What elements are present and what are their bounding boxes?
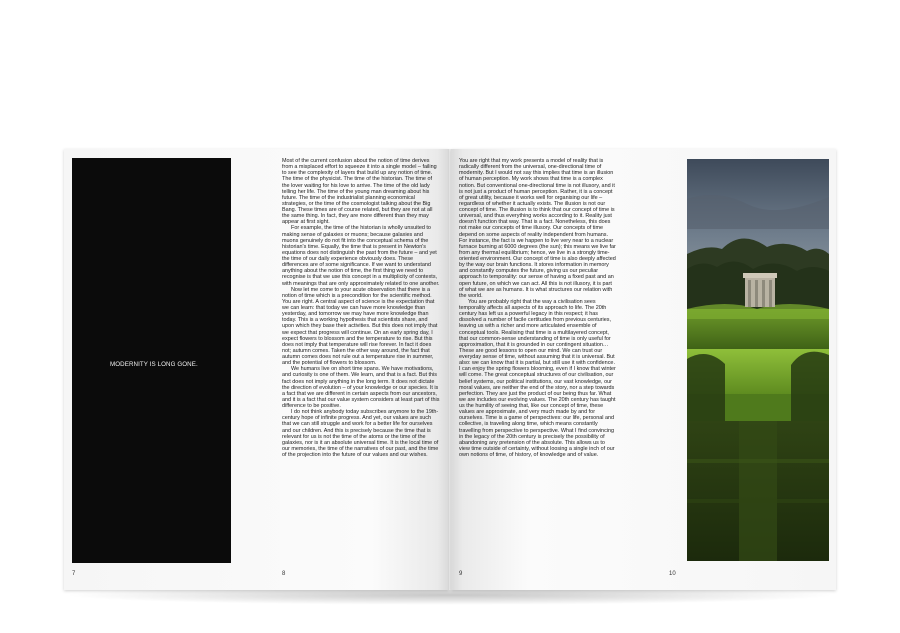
- landscape-photo: [687, 159, 829, 561]
- magazine-spread: [64, 149, 836, 590]
- paragraph: You are right that my work presents a model of reality that is radically different from the universal, one-directional time of modernity. But I would not say this implies that time is an illusion of human perception. My work shows that time is a complex notion. But conventional one-directional time is not illusory, and it is not just a product of human perception. Rather, it is a concept of great utility, because it works well for organising our life – regardless of whether it actually exists. The illusion is not our concept of time. The illusion is to think that our concept of time is universal, and thus everything works according to it. Reality just doesn't function that way. That is a fact. Nonetheless, this does not make our concepts of time illusory. Our concepts of time depend on some aspects of reality independent from humans. For instance, the fact is we happen to live very near to a nuclear furnace burning at 6000 degrees (the sun); this means we live far from any thermal equilibrium; hence, we live in a strongly time-oriented environment. Our concept of time is also deeply affected by the way our brain functions. It stores information in memory and constantly computes the future, giving us our peculiar approach to temporality: our sense of having a fixed past and an open future, on which we can act. All this is not illusory, it is part of what we are as humans. It is what structures our relation with the world.: [459, 158, 616, 299]
- paragraph: I do not think anybody today subscribes anymore to the 19th-century hope of infinite progress. And yet, our values are such that we can still struggle and work for a better life for ourselves and our children. And this is precisely because the time that is relevant for us is not the time of the atoms or the time of the galaxies, nor is it an absolute universal time. It is the local time of our memories, the time of the narratives of our past, and the time of the projection into the future of our values and our wishes.: [282, 409, 439, 458]
- page-number: 8: [282, 571, 286, 577]
- left-page: [64, 149, 449, 590]
- left-text-column: [282, 158, 440, 458]
- page-number: 7: [72, 571, 76, 577]
- right-page: [451, 149, 836, 590]
- black-panel: [72, 158, 231, 563]
- page-number: 9: [459, 571, 463, 577]
- paragraph: We humans live on short time spans. We have motivations, and curiosity is one of them. We learn, and that is a fact. But this fact does not imply anything in the long term. It does not dictate the direction of evolution – of your knowledge or our species. It is a fact that we are different in certain aspects from our ancestors, and it is a fact that our value system considers at least part of this difference to be positive.: [282, 366, 440, 409]
- paragraph: Most of the current confusion about the notion of time derives from a misplaced effort to squeeze it into a single model – failing to see the complexity of layers that build up any notion of time. The time of the physicist. The time of the historian. The time of the lover waiting for his love to arrive. The time of the old lady telling her life. The time of the young man dreaming about his future. The time of the industrialist planning economical strategies, or the time of the cosmologist talking about the Big Bang. These times are of course related, but they are not at all the same thing. In fact, they are more different than they may appear at first sight.: [282, 158, 437, 226]
- paragraph: Now let me come to your acute observation that there is a notion of time which is a precondition for the scientific method. You are right. A central aspect of science is the expectation that we can learn: that today we can have more knowledge than yesterday, and tomorrow we may have more knowledge than today. This is a working hypothesis that scientists share, and upon which they base their activities. But this does not imply that we expect that progress will continue. On an early spring day, I expect flowers to blossom and the temperature to rise. But this does not imply that temperature will rise forever. In fact it does not; autumn comes. Taken the other way around, the fact that autumn comes does not rule out a temperature rise in summer, and the potential of flowers to blossom.: [282, 286, 438, 367]
- paragraph: For example, the time of the historian is wholly unsuited to making sense of galaxies or muons; because galaxies and muons genuinely do not fit into the conceptual schema of the historian's time. Equally, the time that is present in Newton's equations does not distinguish the past from the future – and yet the time of our daily experience obviously does. These differences are of some significance. If we want to understand anything about the notion of time, the first thing we need to recognise is that we use this concept in a multiplicity of contexts, with meanings that are only approximately related to one another.: [282, 225, 440, 287]
- right-text-column: [459, 158, 617, 458]
- black-panel-caption: MODERNITY IS LONG GONE.: [110, 361, 198, 368]
- page-number: 10: [669, 571, 676, 577]
- paragraph: You are probably right that the way a civilisation sees temporality affects all aspects of its approach to life. The 20th century has left us a powerful legacy in this respect; it has dissolved a number of facile certitudes from previous centuries, leaving us with a richer and more articulated ensemble of conceptual tools. Realising that time is a multilayered concept, that our common-sense understanding of time is only useful for approximation, that it is grounded in our contingent situation… These are good lessons to open our mind. We can trust our everyday sense of time, without assuming that it is universal. But also: we can know that it is partial, but still use it with confidence. I can enjoy the spring flowers blooming, even if I know that winter will come. The great conceptual structures of our civilisation, our belief systems, our political institutions, our vast knowledge, our moral values, are neither the end of the story, nor a step towards perfection. They are just the product of our being thus far. What we are includes our evolving values. The 20th century has taught us the humility of seeing that, like our concept of time, these values are approximate, and very much made by and for ourselves. Time is a game of perspectives: our life, personal and collective, is traveling along time, which means constantly travelling from perspective to perspective. What I find convincing in the legacy of the 20th century is precisely the possibility of abandoning any pretension of the absolute. This allows us to view time outside of certainty, without loosing a single inch of our own notions of time, of history, of knowledge and of value.: [459, 298, 616, 458]
- landscape-photo-image: [687, 159, 829, 561]
